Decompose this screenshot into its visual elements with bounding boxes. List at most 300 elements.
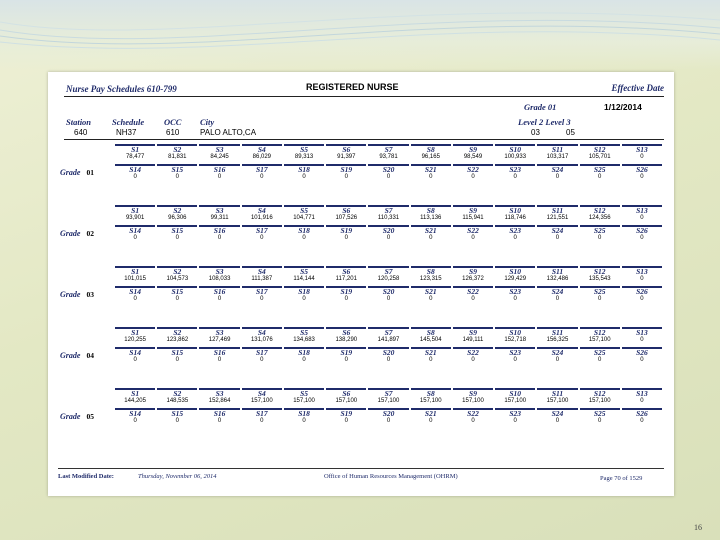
step-label: S4 bbox=[257, 389, 266, 398]
step-salary: 0 bbox=[555, 418, 560, 424]
step-salary: 0 bbox=[640, 357, 644, 363]
decorative-header-stripes bbox=[0, 0, 720, 70]
step-salary: 0 bbox=[386, 357, 391, 363]
step-label: S13 bbox=[636, 145, 648, 154]
step-salary: 78,477 bbox=[125, 154, 145, 160]
step-cell bbox=[242, 388, 282, 403]
step-cell bbox=[622, 286, 662, 301]
step-cell bbox=[622, 388, 662, 403]
station-value: 640 bbox=[74, 128, 88, 137]
step-salary: 135,543 bbox=[588, 276, 611, 282]
step-cell bbox=[199, 205, 239, 220]
step-cell bbox=[326, 144, 366, 159]
step-salary: 120,255 bbox=[124, 337, 146, 343]
step-label: S15 bbox=[171, 287, 184, 296]
step-cell bbox=[537, 144, 577, 159]
step-label: S5 bbox=[300, 267, 309, 276]
step-salary: 93,781 bbox=[379, 154, 398, 160]
step-cell bbox=[622, 327, 662, 342]
step-cell bbox=[622, 225, 662, 240]
step-label: S15 bbox=[171, 409, 184, 418]
step-cell bbox=[495, 408, 535, 423]
occ-value: 610 bbox=[166, 128, 180, 137]
step-cell bbox=[368, 225, 408, 240]
step-cell bbox=[199, 144, 239, 159]
grade-number: 03 bbox=[86, 290, 94, 299]
step-cell bbox=[326, 266, 366, 281]
step-cell bbox=[411, 164, 451, 179]
step-cell bbox=[495, 144, 535, 159]
grade-step-grid-1 bbox=[114, 205, 663, 240]
step-salary: 81,831 bbox=[168, 154, 187, 160]
step-salary: 127,469 bbox=[208, 337, 231, 343]
step-salary: 0 bbox=[640, 398, 644, 404]
step-label: S15 bbox=[171, 226, 184, 235]
step-cell bbox=[495, 286, 535, 301]
step-label: S15 bbox=[171, 165, 184, 174]
step-cell bbox=[115, 266, 155, 281]
effective-date-label: Effective Date bbox=[611, 83, 664, 93]
step-salary: 156,325 bbox=[546, 337, 569, 343]
step-cell bbox=[495, 225, 535, 240]
step-label: S21 bbox=[424, 226, 437, 235]
step-cell bbox=[368, 144, 408, 159]
step-salary: 131,076 bbox=[250, 337, 273, 343]
step-label: S24 bbox=[551, 165, 564, 174]
step-cell bbox=[453, 347, 493, 362]
step-salary: 108,033 bbox=[208, 276, 231, 282]
step-cell bbox=[368, 347, 408, 362]
step-label: S2 bbox=[173, 389, 182, 398]
step-salary: 0 bbox=[429, 418, 433, 424]
step-salary: 105,701 bbox=[588, 154, 611, 160]
step-cell bbox=[115, 347, 155, 362]
step-cell bbox=[537, 408, 577, 423]
step-label: S19 bbox=[340, 348, 353, 357]
step-salary: 0 bbox=[260, 357, 264, 363]
step-label: S18 bbox=[298, 287, 310, 296]
step-cell bbox=[115, 388, 155, 403]
step-salary: 0 bbox=[133, 174, 137, 180]
step-label: S13 bbox=[636, 267, 648, 276]
step-cell bbox=[368, 266, 408, 281]
step-cell bbox=[453, 388, 493, 403]
step-cell bbox=[537, 286, 577, 301]
step-salary: 0 bbox=[133, 418, 137, 424]
step-salary: 91,397 bbox=[337, 154, 356, 160]
footer-rule bbox=[58, 468, 664, 469]
step-label: S25 bbox=[593, 287, 606, 296]
step-cell bbox=[453, 286, 493, 301]
step-label: S6 bbox=[342, 145, 351, 154]
step-salary: 113,136 bbox=[420, 215, 442, 221]
step-label: S11 bbox=[551, 267, 564, 276]
step-salary: 157,100 bbox=[462, 398, 484, 404]
step-salary: 0 bbox=[429, 296, 433, 302]
step-cell bbox=[368, 408, 408, 423]
step-label: S8 bbox=[426, 145, 435, 154]
step-cell bbox=[495, 327, 535, 342]
step-cell bbox=[284, 266, 324, 281]
step-cell bbox=[326, 205, 366, 220]
step-salary: 96,306 bbox=[168, 215, 187, 221]
step-salary: 0 bbox=[429, 235, 433, 241]
step-cell bbox=[453, 144, 493, 159]
step-salary: 0 bbox=[175, 357, 180, 363]
step-row-top bbox=[114, 144, 663, 159]
step-label: S1 bbox=[131, 328, 140, 337]
step-cell bbox=[580, 205, 620, 220]
step-salary: 129,429 bbox=[504, 276, 527, 282]
step-cell bbox=[199, 266, 239, 281]
step-label: S2 bbox=[173, 206, 182, 215]
step-label: S5 bbox=[300, 328, 309, 337]
step-cell bbox=[411, 225, 451, 240]
step-salary: 0 bbox=[598, 235, 602, 241]
step-salary: 157,100 bbox=[588, 398, 611, 404]
step-label: S23 bbox=[509, 165, 522, 174]
step-cell bbox=[537, 388, 577, 403]
step-label: S14 bbox=[129, 348, 141, 357]
step-salary: 148,535 bbox=[166, 398, 189, 404]
step-row-bottom bbox=[114, 408, 663, 423]
step-label: S26 bbox=[636, 348, 648, 357]
step-cell bbox=[115, 205, 155, 220]
step-label: S24 bbox=[551, 409, 564, 418]
step-salary: 0 bbox=[260, 235, 264, 241]
step-salary: 0 bbox=[429, 174, 433, 180]
grade-number: 05 bbox=[86, 412, 94, 421]
step-label: S24 bbox=[551, 287, 564, 296]
step-label: S24 bbox=[551, 348, 564, 357]
step-label: S17 bbox=[255, 348, 268, 357]
pay-schedule-document bbox=[48, 72, 674, 496]
step-label: S14 bbox=[129, 165, 141, 174]
step-row-top bbox=[114, 327, 663, 342]
step-salary: 0 bbox=[555, 174, 560, 180]
grade-word: Grade bbox=[60, 351, 81, 360]
step-label: S26 bbox=[636, 226, 648, 235]
step-cell bbox=[115, 164, 155, 179]
step-cell bbox=[157, 408, 197, 423]
step-label: S20 bbox=[382, 165, 395, 174]
step-salary: 157,100 bbox=[588, 337, 611, 343]
step-salary: 0 bbox=[344, 235, 348, 241]
step-salary: 138,290 bbox=[335, 337, 358, 343]
step-cell bbox=[580, 225, 620, 240]
step-salary: 93,901 bbox=[125, 215, 145, 221]
step-cell bbox=[580, 286, 620, 301]
step-cell bbox=[115, 144, 155, 159]
step-cell bbox=[242, 327, 282, 342]
step-label: S12 bbox=[593, 206, 606, 215]
step-cell bbox=[284, 347, 324, 362]
step-cell bbox=[622, 266, 662, 281]
schedule-label: Schedule bbox=[112, 117, 145, 127]
step-label: S4 bbox=[257, 145, 266, 154]
step-salary: 0 bbox=[471, 174, 475, 180]
step-row-bottom bbox=[114, 286, 663, 301]
step-label: S23 bbox=[509, 348, 522, 357]
schedule-value: NH37 bbox=[116, 128, 137, 137]
step-label: S14 bbox=[129, 226, 141, 235]
step-label: S11 bbox=[551, 389, 564, 398]
step-salary: 124,356 bbox=[588, 215, 611, 221]
step-cell bbox=[495, 164, 535, 179]
step-cell bbox=[284, 164, 324, 179]
step-label: S16 bbox=[213, 348, 226, 357]
slide-number: 16 bbox=[694, 523, 702, 532]
office-name: Office of Human Resources Management (OHRM) bbox=[324, 473, 458, 480]
step-salary: 0 bbox=[217, 357, 222, 363]
step-label: S8 bbox=[426, 206, 435, 215]
step-label: S3 bbox=[215, 206, 224, 215]
step-label: S10 bbox=[509, 389, 522, 398]
step-cell bbox=[622, 408, 662, 423]
step-label: S7 bbox=[384, 145, 393, 154]
step-cell bbox=[326, 286, 366, 301]
step-salary: 101,916 bbox=[250, 215, 273, 221]
step-cell bbox=[199, 408, 239, 423]
step-label: S25 bbox=[593, 226, 606, 235]
step-cell bbox=[284, 205, 324, 220]
step-salary: 0 bbox=[513, 418, 517, 424]
step-salary: 0 bbox=[133, 235, 137, 241]
step-label: S7 bbox=[384, 389, 393, 398]
step-label: S12 bbox=[593, 328, 606, 337]
step-cell bbox=[495, 347, 535, 362]
step-salary: 121,551 bbox=[546, 215, 569, 221]
step-cell bbox=[199, 225, 239, 240]
step-label: S20 bbox=[382, 348, 395, 357]
step-label: S1 bbox=[131, 267, 140, 276]
step-label: S3 bbox=[215, 267, 224, 276]
step-label: S1 bbox=[131, 206, 140, 215]
step-salary: 120,258 bbox=[377, 276, 400, 282]
step-cell bbox=[411, 347, 451, 362]
step-salary: 0 bbox=[133, 296, 137, 302]
step-cell bbox=[242, 225, 282, 240]
step-label: S3 bbox=[215, 328, 224, 337]
step-cell bbox=[537, 327, 577, 342]
step-cell bbox=[368, 164, 408, 179]
level3-value: 05 bbox=[566, 128, 575, 137]
city-label: City bbox=[200, 117, 215, 127]
occ-label: OCC bbox=[164, 117, 182, 127]
step-label: S22 bbox=[467, 165, 479, 174]
step-label: S4 bbox=[257, 206, 266, 215]
step-cell bbox=[157, 144, 197, 159]
step-salary: 157,100 bbox=[293, 398, 315, 404]
last-modified-label: Last Modified Date: bbox=[58, 473, 114, 480]
step-label: S16 bbox=[213, 226, 226, 235]
step-salary: 84,245 bbox=[210, 154, 229, 160]
step-cell bbox=[453, 327, 493, 342]
step-cell bbox=[157, 164, 197, 179]
step-label: S11 bbox=[551, 328, 564, 337]
step-cell bbox=[199, 327, 239, 342]
step-label: S23 bbox=[509, 409, 522, 418]
step-label: S9 bbox=[469, 206, 477, 215]
step-salary: 0 bbox=[429, 357, 433, 363]
step-cell bbox=[580, 347, 620, 362]
step-row-top bbox=[114, 266, 663, 281]
grade-step-grid-4 bbox=[114, 388, 663, 423]
step-salary: 0 bbox=[302, 174, 306, 180]
step-salary: 0 bbox=[175, 418, 180, 424]
step-salary: 157,100 bbox=[546, 398, 569, 404]
step-label: S19 bbox=[340, 165, 353, 174]
step-label: S16 bbox=[213, 287, 226, 296]
step-label: S26 bbox=[636, 287, 648, 296]
step-salary: 0 bbox=[302, 296, 306, 302]
grade-label-1 bbox=[60, 229, 94, 238]
step-salary: 107,526 bbox=[335, 215, 358, 221]
step-cell bbox=[199, 388, 239, 403]
step-cell bbox=[199, 164, 239, 179]
step-salary: 98,549 bbox=[463, 154, 483, 160]
step-cell bbox=[157, 286, 197, 301]
step-label: S19 bbox=[340, 409, 353, 418]
step-cell bbox=[622, 205, 662, 220]
step-cell bbox=[242, 144, 282, 159]
step-label: S16 bbox=[213, 165, 226, 174]
step-label: S15 bbox=[171, 348, 184, 357]
step-salary: 0 bbox=[598, 174, 602, 180]
step-cell bbox=[284, 327, 324, 342]
step-label: S16 bbox=[213, 409, 226, 418]
step-label: S21 bbox=[424, 409, 437, 418]
step-salary: 0 bbox=[302, 418, 306, 424]
step-label: S21 bbox=[424, 348, 437, 357]
step-row-top bbox=[114, 388, 663, 403]
step-salary: 104,771 bbox=[293, 215, 315, 221]
step-label: S7 bbox=[384, 328, 393, 337]
step-salary: 96,165 bbox=[421, 154, 440, 160]
page-count: Page 70 of 1529 bbox=[600, 475, 643, 482]
step-label: S9 bbox=[469, 267, 477, 276]
step-label: S12 bbox=[593, 389, 606, 398]
step-cell bbox=[580, 388, 620, 403]
step-salary: 0 bbox=[175, 174, 180, 180]
city-value: PALO ALTO,CA bbox=[200, 128, 257, 137]
header-rule bbox=[64, 96, 664, 97]
step-salary: 117,201 bbox=[335, 276, 357, 282]
grade-step-grid-0 bbox=[114, 144, 663, 179]
step-cell bbox=[368, 205, 408, 220]
step-label: S6 bbox=[342, 389, 351, 398]
step-salary: 104,573 bbox=[166, 276, 189, 282]
step-cell bbox=[580, 144, 620, 159]
step-label: S10 bbox=[509, 267, 522, 276]
step-label: S26 bbox=[636, 409, 648, 418]
step-cell bbox=[157, 388, 197, 403]
step-cell bbox=[580, 408, 620, 423]
step-cell bbox=[115, 286, 155, 301]
step-salary: 0 bbox=[386, 418, 391, 424]
step-cell bbox=[411, 144, 451, 159]
step-salary: 0 bbox=[344, 418, 348, 424]
step-label: S12 bbox=[593, 267, 606, 276]
step-label: S8 bbox=[426, 389, 435, 398]
step-cell bbox=[284, 388, 324, 403]
step-label: S18 bbox=[298, 165, 310, 174]
grade-number: 02 bbox=[86, 229, 94, 238]
step-cell bbox=[537, 266, 577, 281]
step-label: S10 bbox=[509, 206, 522, 215]
step-salary: 0 bbox=[260, 296, 264, 302]
step-salary: 0 bbox=[640, 174, 644, 180]
step-salary: 0 bbox=[471, 357, 475, 363]
step-salary: 0 bbox=[175, 235, 180, 241]
step-label: S7 bbox=[384, 267, 393, 276]
step-salary: 0 bbox=[555, 235, 560, 241]
station-label: Station bbox=[66, 117, 92, 127]
step-salary: 152,864 bbox=[208, 398, 231, 404]
step-label: S1 bbox=[131, 145, 140, 154]
step-cell bbox=[411, 266, 451, 281]
grade-label-4 bbox=[60, 412, 94, 421]
step-salary: 114,144 bbox=[293, 276, 315, 282]
step-label: S11 bbox=[551, 206, 564, 215]
step-cell bbox=[411, 408, 451, 423]
step-salary: 157,100 bbox=[335, 398, 358, 404]
step-label: S23 bbox=[509, 287, 522, 296]
step-row-bottom bbox=[114, 164, 663, 179]
step-salary: 132,486 bbox=[546, 276, 569, 282]
step-label: S19 bbox=[340, 287, 353, 296]
step-salary: 123,862 bbox=[166, 337, 189, 343]
step-salary: 118,746 bbox=[504, 215, 526, 221]
step-salary: 100,933 bbox=[504, 154, 527, 160]
step-salary: 0 bbox=[640, 296, 644, 302]
step-cell bbox=[326, 225, 366, 240]
step-salary: 101,015 bbox=[124, 276, 146, 282]
step-salary: 0 bbox=[640, 276, 644, 282]
step-label: S14 bbox=[129, 409, 141, 418]
step-salary: 0 bbox=[640, 154, 644, 160]
step-label: S21 bbox=[424, 287, 437, 296]
step-cell bbox=[157, 225, 197, 240]
step-salary: 152,718 bbox=[504, 337, 527, 343]
step-salary: 86,029 bbox=[252, 154, 271, 160]
step-label: S17 bbox=[255, 287, 268, 296]
step-salary: 0 bbox=[471, 418, 475, 424]
step-cell bbox=[622, 347, 662, 362]
last-modified-value: Thursday, November 06, 2014 bbox=[138, 473, 217, 480]
step-label: S4 bbox=[257, 328, 266, 337]
step-label: S5 bbox=[300, 389, 309, 398]
step-salary: 103,317 bbox=[546, 154, 569, 160]
step-salary: 0 bbox=[513, 296, 517, 302]
step-salary: 115,941 bbox=[462, 215, 484, 221]
step-salary: 0 bbox=[513, 357, 517, 363]
step-label: S3 bbox=[215, 389, 224, 398]
step-label: S18 bbox=[298, 409, 310, 418]
step-label: S4 bbox=[257, 267, 266, 276]
step-cell bbox=[453, 225, 493, 240]
step-salary: 0 bbox=[175, 296, 180, 302]
step-salary: 0 bbox=[344, 174, 348, 180]
step-salary: 0 bbox=[555, 357, 560, 363]
step-label: S13 bbox=[636, 206, 648, 215]
document-center-title: REGISTERED NURSE bbox=[306, 82, 399, 92]
step-salary: 99,311 bbox=[210, 215, 229, 221]
step-cell bbox=[326, 388, 366, 403]
step-cell bbox=[537, 164, 577, 179]
step-salary: 0 bbox=[217, 418, 222, 424]
step-cell bbox=[580, 266, 620, 281]
